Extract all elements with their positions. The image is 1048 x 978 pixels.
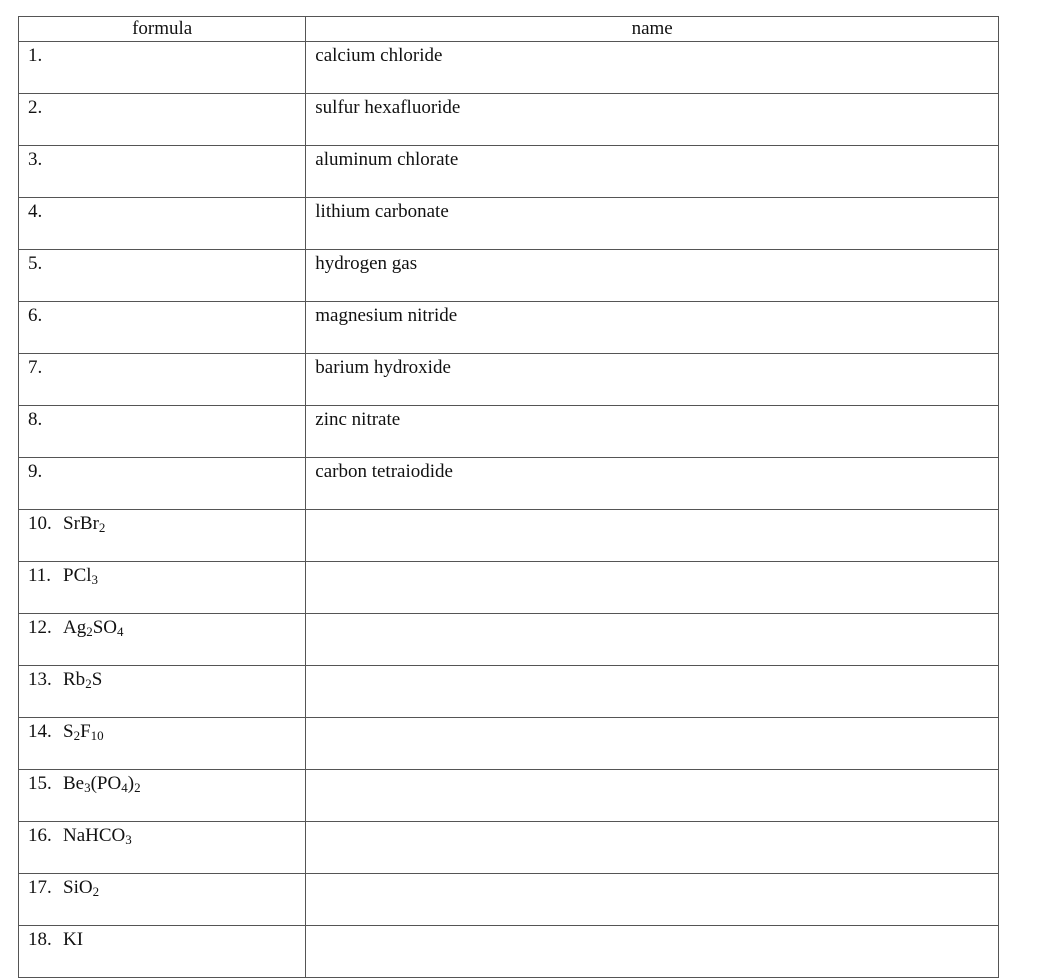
- formula-subscript: 3: [125, 832, 132, 847]
- name-cell[interactable]: [306, 354, 999, 406]
- table-row: [19, 770, 999, 822]
- formula-symbol: Br: [79, 513, 99, 534]
- chemical-formula: [63, 773, 141, 794]
- header-row: [19, 17, 999, 42]
- row-number: 2.: [28, 97, 43, 118]
- worksheet-table: [18, 16, 999, 978]
- formula-subscript: 10: [90, 728, 104, 743]
- name-cell[interactable]: [306, 198, 999, 250]
- formula-column-header: formula: [19, 17, 306, 42]
- formula-subscript: 2: [85, 676, 92, 691]
- table-row: [19, 146, 999, 198]
- formula-cell[interactable]: [19, 146, 306, 198]
- table-row: [19, 822, 999, 874]
- formula-cell[interactable]: [19, 874, 306, 926]
- table-row: [19, 510, 999, 562]
- table-row: [19, 718, 999, 770]
- row-number: 5.: [28, 253, 43, 274]
- row-number: 4.: [28, 201, 43, 222]
- formula-cell[interactable]: [19, 354, 306, 406]
- row-number: 15.: [28, 773, 52, 794]
- name-cell[interactable]: [306, 614, 999, 666]
- formula-subscript: 3: [84, 780, 91, 795]
- table-row: [19, 458, 999, 510]
- chemical-formula: [63, 617, 124, 638]
- name-cell[interactable]: [306, 302, 999, 354]
- chemical-formula: [63, 669, 102, 690]
- formula-cell[interactable]: [19, 458, 306, 510]
- compound-name: zinc nitrate: [315, 409, 401, 430]
- row-number: 12.: [28, 617, 52, 638]
- formula-symbol: KI: [63, 929, 84, 950]
- row-number: 1.: [28, 45, 43, 66]
- row-number: 10.: [28, 513, 52, 534]
- name-cell[interactable]: [306, 406, 999, 458]
- formula-cell[interactable]: [19, 822, 306, 874]
- formula-symbol: PCl: [63, 565, 92, 586]
- table-row: [19, 354, 999, 406]
- formula-symbol: F: [80, 721, 91, 742]
- chemical-formula: [63, 929, 83, 950]
- chemical-formula: [63, 565, 98, 586]
- formula-symbol: (PO: [90, 773, 122, 794]
- row-number: 11.: [28, 565, 52, 586]
- formula-symbol: Sr: [63, 513, 80, 534]
- table-row: [19, 250, 999, 302]
- row-number: 3.: [28, 149, 43, 170]
- name-column-header: name: [306, 17, 999, 42]
- row-number: 14.: [28, 721, 52, 742]
- table-row: [19, 562, 999, 614]
- table-row: [19, 926, 999, 978]
- row-number: 9.: [28, 461, 43, 482]
- formula-cell[interactable]: [19, 302, 306, 354]
- formula-subscript: 4: [121, 780, 128, 795]
- row-number: 6.: [28, 305, 43, 326]
- name-cell[interactable]: [306, 146, 999, 198]
- compound-name: hydrogen gas: [315, 253, 418, 274]
- compound-name: magnesium nitride: [315, 305, 458, 326]
- formula-symbol: ): [127, 773, 135, 794]
- chemical-formula: [63, 825, 132, 846]
- name-cell[interactable]: [306, 874, 999, 926]
- row-number: 7.: [28, 357, 43, 378]
- formula-cell[interactable]: [19, 718, 306, 770]
- formula-subscript: 2: [86, 624, 93, 639]
- compound-name: carbon tetraiodide: [315, 461, 453, 482]
- name-cell[interactable]: [306, 718, 999, 770]
- formula-cell[interactable]: [19, 666, 306, 718]
- name-cell[interactable]: [306, 770, 999, 822]
- table-row: [19, 666, 999, 718]
- formula-subscript: 3: [91, 572, 99, 587]
- chemical-formula: [63, 877, 99, 898]
- formula-cell[interactable]: [19, 562, 306, 614]
- table-row: [19, 406, 999, 458]
- table-row: [19, 42, 999, 94]
- formula-symbol: Rb: [63, 669, 86, 690]
- row-number: 18.: [28, 929, 52, 950]
- name-cell[interactable]: [306, 926, 999, 978]
- formula-subscript: 4: [117, 624, 124, 639]
- row-number: 13.: [28, 669, 52, 690]
- name-cell[interactable]: [306, 42, 999, 94]
- table-row: [19, 302, 999, 354]
- table-row: [19, 874, 999, 926]
- name-cell[interactable]: [306, 822, 999, 874]
- formula-cell[interactable]: [19, 42, 306, 94]
- chemical-formula: [63, 721, 104, 742]
- formula-subscript: 2: [134, 780, 141, 795]
- worksheet-rows: [19, 42, 999, 978]
- table-row: [19, 614, 999, 666]
- formula-subscript: 2: [73, 728, 81, 743]
- compound-name: lithium carbonate: [315, 201, 449, 222]
- name-cell[interactable]: [306, 510, 999, 562]
- compound-name: sulfur hexafluoride: [315, 97, 461, 118]
- formula-symbol: SiO: [63, 877, 93, 898]
- formula-cell[interactable]: [19, 250, 306, 302]
- compound-name: calcium chloride: [315, 45, 443, 66]
- formula-subscript: 2: [98, 520, 106, 535]
- compound-name: barium hydroxide: [315, 357, 451, 378]
- row-number: 17.: [28, 877, 52, 898]
- formula-cell[interactable]: [19, 770, 306, 822]
- formula-symbol: Ag: [63, 617, 87, 638]
- formula-cell[interactable]: [19, 198, 306, 250]
- name-cell[interactable]: [306, 562, 999, 614]
- compound-name: aluminum chlorate: [315, 149, 459, 170]
- formula-symbol: S: [91, 669, 103, 690]
- name-cell[interactable]: [306, 666, 999, 718]
- table-row: [19, 198, 999, 250]
- formula-subscript: 2: [92, 884, 100, 899]
- name-cell[interactable]: [306, 458, 999, 510]
- chemical-formula: [63, 513, 105, 534]
- table-row: [19, 94, 999, 146]
- formula-symbol: S: [63, 721, 74, 742]
- formula-symbol: NaHCO: [63, 825, 126, 846]
- formula-cell[interactable]: [19, 926, 306, 978]
- name-cell[interactable]: [306, 250, 999, 302]
- formula-cell[interactable]: [19, 406, 306, 458]
- formula-cell[interactable]: [19, 94, 306, 146]
- formula-symbol: Be: [63, 773, 85, 794]
- formula-cell[interactable]: [19, 510, 306, 562]
- formula-cell[interactable]: [19, 614, 306, 666]
- name-cell[interactable]: [306, 94, 999, 146]
- row-number: 8.: [28, 409, 43, 430]
- row-number: 16.: [28, 825, 52, 846]
- formula-symbol: SO: [92, 617, 118, 638]
